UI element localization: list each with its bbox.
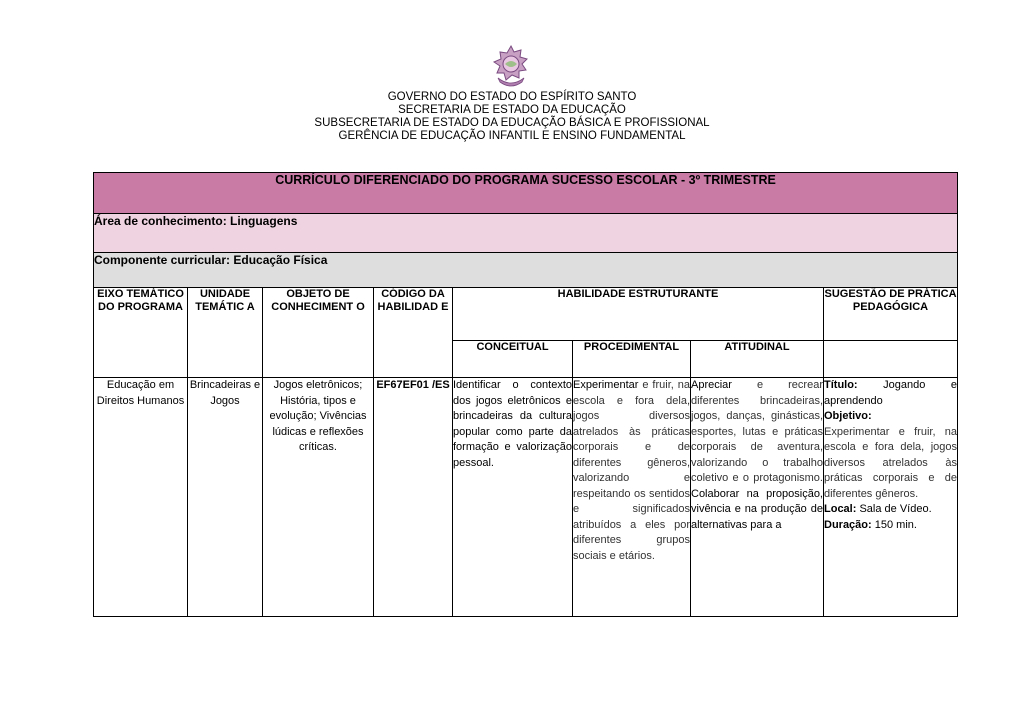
sugestao-titulo-value: Jogando e aprendendo: [824, 379, 958, 407]
cell-codigo: EF67EF01 /ES: [374, 378, 453, 617]
state-crest-icon: [490, 44, 532, 90]
subheader-procedimental: PROCEDIMENTAL: [573, 341, 691, 378]
sugestao-duracao-value: 150 min.: [874, 518, 917, 531]
document-header: [0, 91, 1024, 143]
subheader-atitudinal: ATITUDINAL: [691, 341, 824, 378]
subheader-conceitual: CONCEITUAL: [453, 341, 573, 378]
curriculum-table: [93, 172, 958, 617]
atitudinal-text: e recrear diferentes brincadeiras, jogos, danças, ginásticas, esportes, lutas e práticas corporais de aventura, valorizando o trabalho coletivo e o protagonismo.: [691, 379, 823, 484]
column-header-unidade: UNIDADE TEMÁTIC A: [188, 288, 263, 378]
curricular-component: Componente curricular: Educação Física: [94, 253, 958, 288]
sugestao-duracao-label: Duração:: [824, 518, 872, 531]
header-line-secretariat: SECRETARIA DE ESTADO DA EDUCAÇÃO: [398, 104, 626, 116]
knowledge-area: Área de conhecimento: Linguagens: [94, 214, 958, 253]
cell-unidade: Brincadeiras e Jogos: [188, 378, 263, 617]
subheader-empty: [824, 341, 958, 378]
cell-eixo: Educação em Direitos Humanos: [94, 378, 188, 617]
cell-procedimental: [573, 378, 691, 617]
sugestao-objetivo-label: Objetivo:: [824, 410, 872, 422]
atitudinal-extra: Colaborar na proposição, vivência e na produção de alternativas para a: [691, 487, 823, 531]
cell-sugestao: [824, 378, 958, 617]
sugestao-objetivo-value: Experimentar e fruir, na escola e fora dela, jogos diversos atrelados às práticas corporais e de diferentes gêneros.: [824, 425, 958, 500]
table-title: CURRÍCULO DIFERENCIADO DO PROGRAMA SUCESSO ESCOLAR - 3º TRIMESTRE: [94, 173, 958, 214]
header-line-management: GERÊNCIA DE EDUCAÇÃO INFANTIL E ENSINO FUNDAMENTAL: [338, 130, 686, 142]
sugestao-local-value: Sala de Vídeo.: [859, 503, 932, 515]
column-header-codigo: CÓDIGO DA HABILIDAD E: [374, 288, 453, 378]
procedimental-text: e fruir, na escola e fora dela, jogos diversos atrelados às práticas corporais e de diferentes gêneros, valorizando e respeitando os sentidos e significados atribuídos a eles por diferentes grupos sociais e etários.: [573, 379, 691, 562]
header-line-government: GOVERNO DO ESTADO DO ESPÍRITO SANTO: [387, 91, 637, 103]
cell-atitudinal: [691, 378, 824, 617]
column-header-sugestao: SUGESTÃO DE PRÁTICA PEDAGÓGICA: [824, 288, 958, 341]
column-header-habilidade: HABILIDADE ESTRUTURANTE: [453, 288, 824, 341]
sugestao-titulo-label: Título:: [824, 379, 858, 391]
table-row: [94, 378, 958, 617]
procedimental-verb: Experimentar: [573, 379, 639, 391]
atitudinal-verb: Apreciar: [691, 379, 732, 391]
header-line-subsecretariat: SUBSECRETARIA DE ESTADO DA EDUCAÇÃO BÁSICA E PROFISSIONAL: [314, 117, 710, 129]
column-header-eixo: EIXO TEMÁTICO DO PROGRAMA: [94, 288, 188, 378]
cell-conceitual: Identificar o contexto dos jogos eletrônicos e brincadeiras da cultura popular como parte da formação e valorização pessoal.: [453, 378, 573, 617]
column-header-objeto: OBJETO DE CONHECIMENT O: [263, 288, 374, 378]
sugestao-local-label: Local:: [824, 503, 857, 515]
cell-objeto: Jogos eletrônicos; História, tipos e evolução; Vivências lúdicas e reflexões críticas.: [263, 378, 374, 617]
